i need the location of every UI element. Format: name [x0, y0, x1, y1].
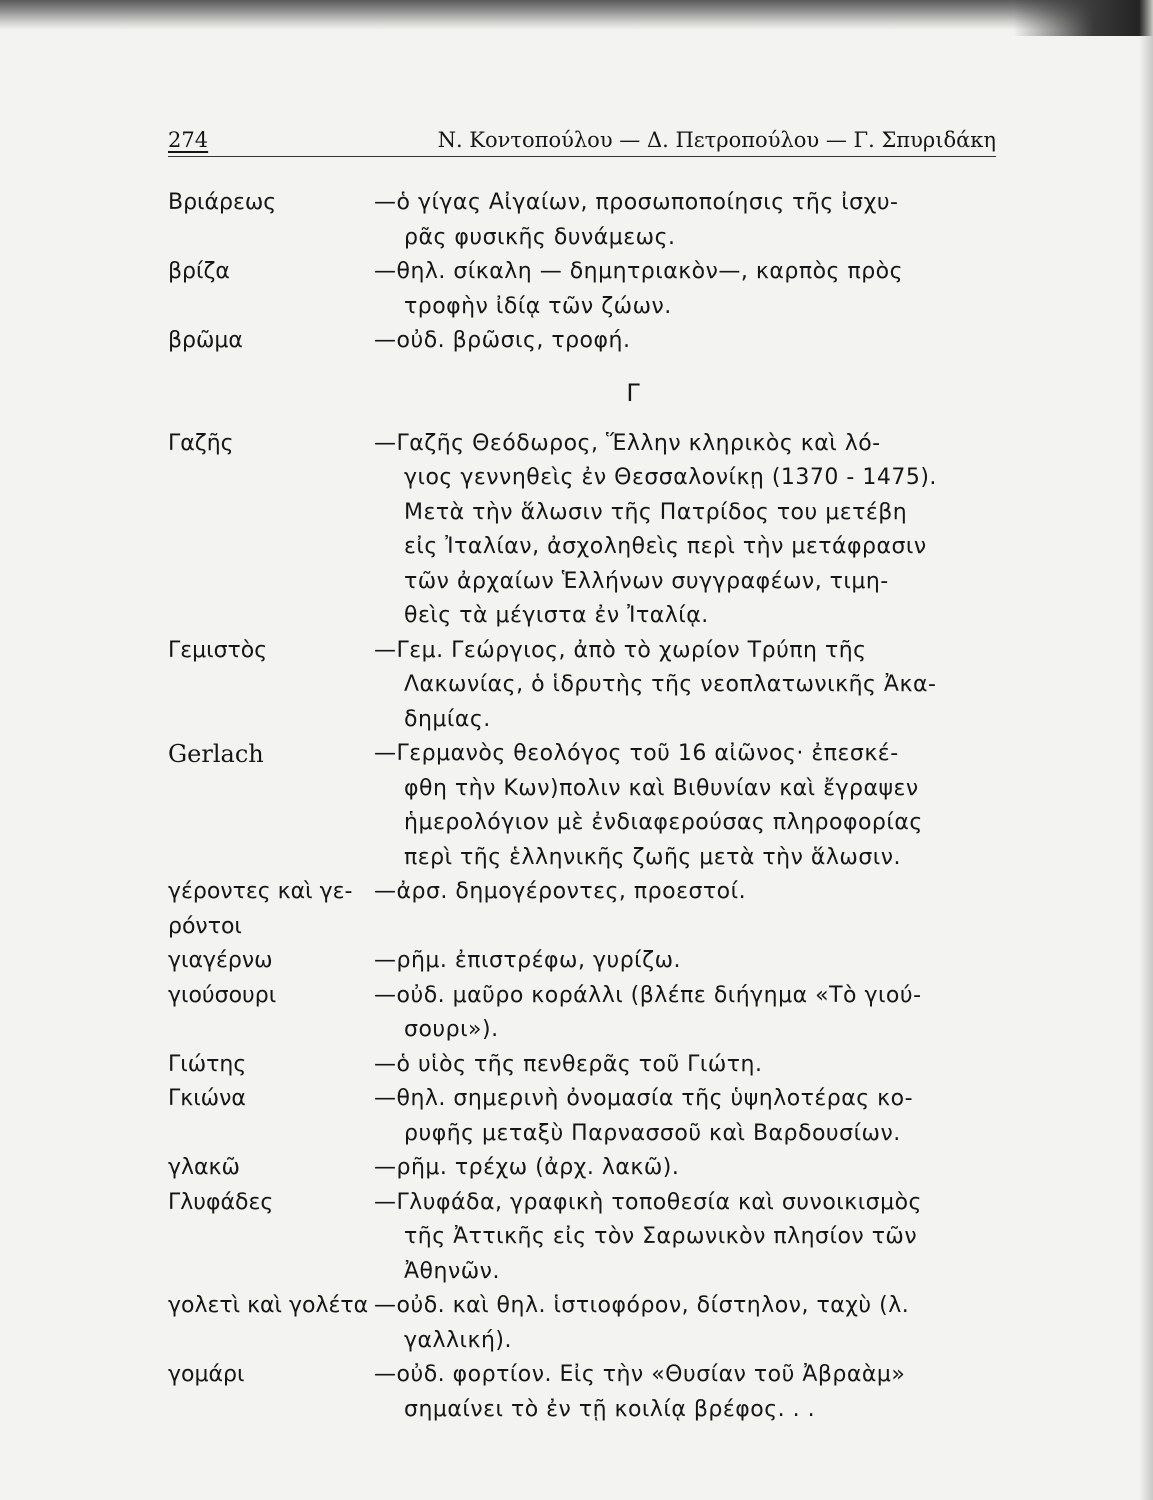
entry-term-line: Γεμιστὸς [168, 637, 268, 663]
definition-line: Μετὰ τὴν ἅλωσιν τῆς Πατρίδος του μετέβη [404, 499, 908, 525]
definition-line: —οὐδ. φορτίον. Εἰς τὴν «Θυσίαν τοῦ Ἀβραὰμ» [374, 1362, 906, 1387]
page-right-shadow [1139, 0, 1153, 1500]
definition-line: —ρῆμ. ἐπιστρέφω, γυρίζω. [374, 948, 681, 973]
glossary-entry [168, 186, 998, 255]
page-number: 274 [168, 128, 209, 152]
definition-line: —οὐδ. καὶ θηλ. ἱστιοφόρον, δίστηλον, ταχὺ (λ. [374, 1293, 910, 1318]
entry-term [168, 186, 374, 255]
entry-definition [374, 1289, 998, 1358]
page-corner-shadow [1013, 0, 1153, 36]
entry-definition [374, 427, 998, 634]
entry-definition [374, 979, 998, 1048]
entry-term [168, 944, 374, 979]
entry-term [168, 737, 374, 875]
entry-definition [374, 324, 998, 359]
glossary-entry [168, 1048, 998, 1083]
entry-term-line: ρόντοι [168, 913, 242, 939]
entry-term-line: γιαγέρνω [168, 948, 273, 973]
glossary-entry [168, 944, 998, 979]
definition-line: —ρῆμ. τρέχω (ἀρχ. λακῶ). [374, 1155, 680, 1180]
entry-term-line: γλακῶ [168, 1155, 240, 1180]
entry-definition [374, 1358, 998, 1427]
glossary-entry [168, 1289, 998, 1358]
entry-term-line: γομάρι [168, 1362, 245, 1387]
entry-term [168, 427, 374, 634]
definition-line: —οὐδ. βρῶσις, τροφή. [374, 328, 631, 353]
entry-definition [374, 1151, 998, 1186]
definition-line: —ὁ υἱὸς τῆς πενθερᾶς τοῦ Γιώτη. [374, 1051, 763, 1077]
definition-line: ρυφῆς μεταξὺ Παρνασσοῦ καὶ Βαρδουσίων. [404, 1120, 901, 1146]
entry-definition [374, 944, 998, 979]
entry-term-line: Γκιώνα [168, 1086, 246, 1111]
glossary-entry [168, 427, 998, 634]
definition-line: εἰς Ἰταλίαν, ἀσχοληθεὶς περὶ τὴν μετάφρασιν [404, 534, 927, 559]
definition-line: —ὁ γίγας Αἰγαίων, προσωποποίησις τῆς ἰσχυ- [374, 190, 899, 215]
entry-term [168, 634, 374, 738]
definition-line: σουρι»). [404, 1017, 499, 1042]
entry-term-line: βρίζα [168, 259, 230, 284]
entry-definition [374, 1186, 998, 1290]
definition-line: φθη τὴν Κων)πολιν καὶ Βιθυνίαν καὶ ἔγραψεν [404, 775, 919, 801]
entry-term [168, 1289, 374, 1358]
entry-term [168, 979, 374, 1048]
entry-term-line: γολετὶ καὶ γολέτα [168, 1293, 369, 1318]
definition-line: —θηλ. σίκαλη — δημητριακὸν—, καρπὸς πρὸς [374, 259, 904, 284]
definition-line: —Γεμ. Γεώργιος, ἀπὸ τὸ χωρίον Τρύπη τῆς [374, 637, 867, 663]
glossary-entry [168, 875, 998, 944]
definition-line: —οὐδ. μαῦρο κοράλλι (βλέπε διήγημα «Τὸ γιού- [374, 982, 922, 1008]
definition-line: τροφὴν ἰδίᾳ τῶν ζώων. [404, 293, 672, 319]
definition-line: Ἀθηνῶν. [404, 1258, 500, 1284]
glossary-entry [168, 1151, 998, 1186]
entry-term [168, 1082, 374, 1151]
entry-term-line: Gerlach [168, 740, 264, 768]
page-top-shadow [0, 0, 1153, 30]
definition-line: γιος γεννηθεὶς ἐν Θεσσαλονίκῃ (1370 - 1475). [404, 465, 937, 490]
entry-definition [374, 634, 998, 738]
entry-term-line: Βριάρεως [168, 190, 277, 215]
running-header [168, 128, 996, 158]
entry-definition [374, 255, 998, 324]
running-head-authors: Ν. Κοντοπούλου — Δ. Πετροπούλου — Γ. Σπυριδάκη [437, 128, 996, 152]
entry-term-line: Γιώτης [168, 1051, 247, 1077]
definition-line: —θηλ. σημερινὴ ὀνομασία τῆς ὑψηλοτέρας κο- [374, 1086, 914, 1111]
glossary-entry [168, 324, 998, 359]
entry-term [168, 1186, 374, 1290]
entry-term-line: γέροντες καὶ γε- [168, 879, 353, 904]
entry-definition [374, 186, 998, 255]
entry-definition [374, 875, 998, 944]
definition-line: —ἀρσ. δημογέροντες, προεστοί. [374, 879, 747, 904]
definition-line: τῶν ἀρχαίων Ἑλλήνων συγγραφέων, τιμη- [404, 568, 889, 594]
glossary-entry [168, 1186, 998, 1290]
definition-line: Λακωνίας, ὁ ἱδρυτὴς τῆς νεοπλατωνικῆς Ἀκα- [404, 672, 937, 697]
definition-line: —Γαζῆς Θεόδωρος, Ἕλλην κληρικὸς καὶ λό- [374, 430, 881, 456]
entry-term [168, 1048, 374, 1083]
entry-definition [374, 1082, 998, 1151]
header-rule [168, 156, 996, 157]
glossary-entries [168, 186, 998, 1427]
definition-line: δημίας. [404, 706, 491, 732]
glossary-entry [168, 737, 998, 875]
glossary-entry [168, 634, 998, 738]
entry-definition [374, 737, 998, 875]
entry-term [168, 255, 374, 324]
definition-line: —Γερμανὸς θεολόγος τοῦ 16 αἰῶνος· ἐπεσκέ- [374, 741, 899, 766]
definition-line: θεὶς τὰ μέγιστα ἐν Ἰταλίᾳ. [404, 603, 709, 628]
section-letter-heading: Γ [626, 378, 640, 407]
definition-line: περὶ τῆς ἑλληνικῆς ζωῆς μετὰ τὴν ἅλωσιν. [404, 844, 902, 870]
glossary-entry [168, 1082, 998, 1151]
definition-line: ρᾶς φυσικῆς δυνάμεως. [404, 224, 676, 250]
glossary-entry [168, 979, 998, 1048]
definition-line: ἡμερολόγιον μὲ ἐνδιαφερούσας πληροφορίας [404, 810, 923, 835]
definition-line: τῆς Ἀττικῆς εἰς τὸν Σαρωνικὸν πλησίον τῶν [404, 1224, 918, 1249]
entry-term-line: Γλυφάδες [168, 1189, 274, 1215]
definition-line: γαλλική). [404, 1327, 512, 1353]
entry-definition [374, 1048, 998, 1083]
entry-term [168, 875, 374, 944]
entry-term [168, 324, 374, 359]
entry-term [168, 1151, 374, 1186]
entry-term-line: γιούσουρι [168, 982, 277, 1008]
entry-term-line: Γαζῆς [168, 430, 234, 456]
definition-line: σημαίνει τὸ ἐν τῇ κοιλίᾳ βρέφος. . . [404, 1396, 816, 1422]
glossary-entry [168, 255, 998, 324]
entry-term-line: βρῶμα [168, 328, 243, 353]
entry-term [168, 1358, 374, 1427]
definition-line: —Γλυφάδα, γραφικὴ τοποθεσία καὶ συνοικισμὸς [374, 1189, 922, 1215]
glossary-entry [168, 1358, 998, 1427]
